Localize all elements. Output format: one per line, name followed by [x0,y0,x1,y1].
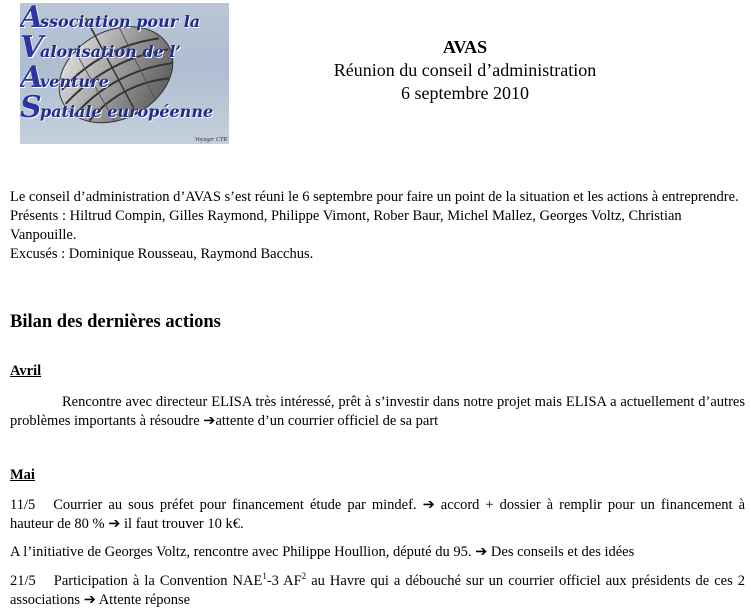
april-paragraph: Rencontre avec directeur ELISA très intéressé, prêt à s’investir dans notre projet mais ELISA a actuellement d’autres problèmes importants à résoudre ➔attente d’un courrier officiel de sa part [10,394,745,429]
avas-logo [20,3,229,144]
logo-line-2: Valorisation de l’ [20,30,181,65]
logo-line-4: Spatiale européenne [20,90,214,125]
month-may: Mai [10,467,35,483]
may-entry-2: A l’initiative de Georges Voltz, rencontre avec Philippe Houllion, député du 95. ➔ Des conseils et des idées [10,544,635,560]
logo-credit: Voyager CTR [194,137,227,143]
intro-text: Le conseil d’administration d’AVAS s’est réuni le 6 septembre pour faire un point de la situation et les actions à entreprendre. [10,189,739,205]
document-header [300,36,630,105]
section-heading: Bilan des dernières actions [10,312,221,332]
attendees-excused: Excusés : Dominique Rousseau, Raymond Bacchus. [10,246,314,262]
logo-line-1: Association pour la [20,3,201,35]
org-name: AVAS [442,37,488,57]
arrow-icon: ➔ [203,413,216,429]
month-april: Avril [10,363,42,379]
may-entry-3: 21/5 Participation à la Convention NAE$^1$-3 $AF^2$ au Havre qui a débouché sur un courrier officiel aux présidents de ces 2 associations ➔ Attente réponse [10,571,745,608]
may-entry-1: 11/5 Courrier au sous préfet pour financement étude par mindef. ➔ accord + dossier à remplir pour un financement à hauteur de 80 % ➔ il faut trouver 10 k€. [10,497,746,532]
arrow-icon: ➔ [83,592,96,608]
arrow-icon: ➔ [475,544,488,560]
meeting-date: 6 septembre 2010 [401,83,529,103]
logo-line-3: Aventure [20,60,109,95]
arrow-icon: ➔ [422,497,435,513]
meeting-title: Réunion du conseil d’administration [333,60,597,80]
arrow-icon: ➔ [108,516,121,532]
attendees-present: Présents : Hiltrud Compin, Gilles Raymond, Philippe Vimont, Rober Baur, Michel Mallez, Georges Voltz, Christian Vanpouille. [10,208,682,243]
intro-paragraph [10,188,745,264]
